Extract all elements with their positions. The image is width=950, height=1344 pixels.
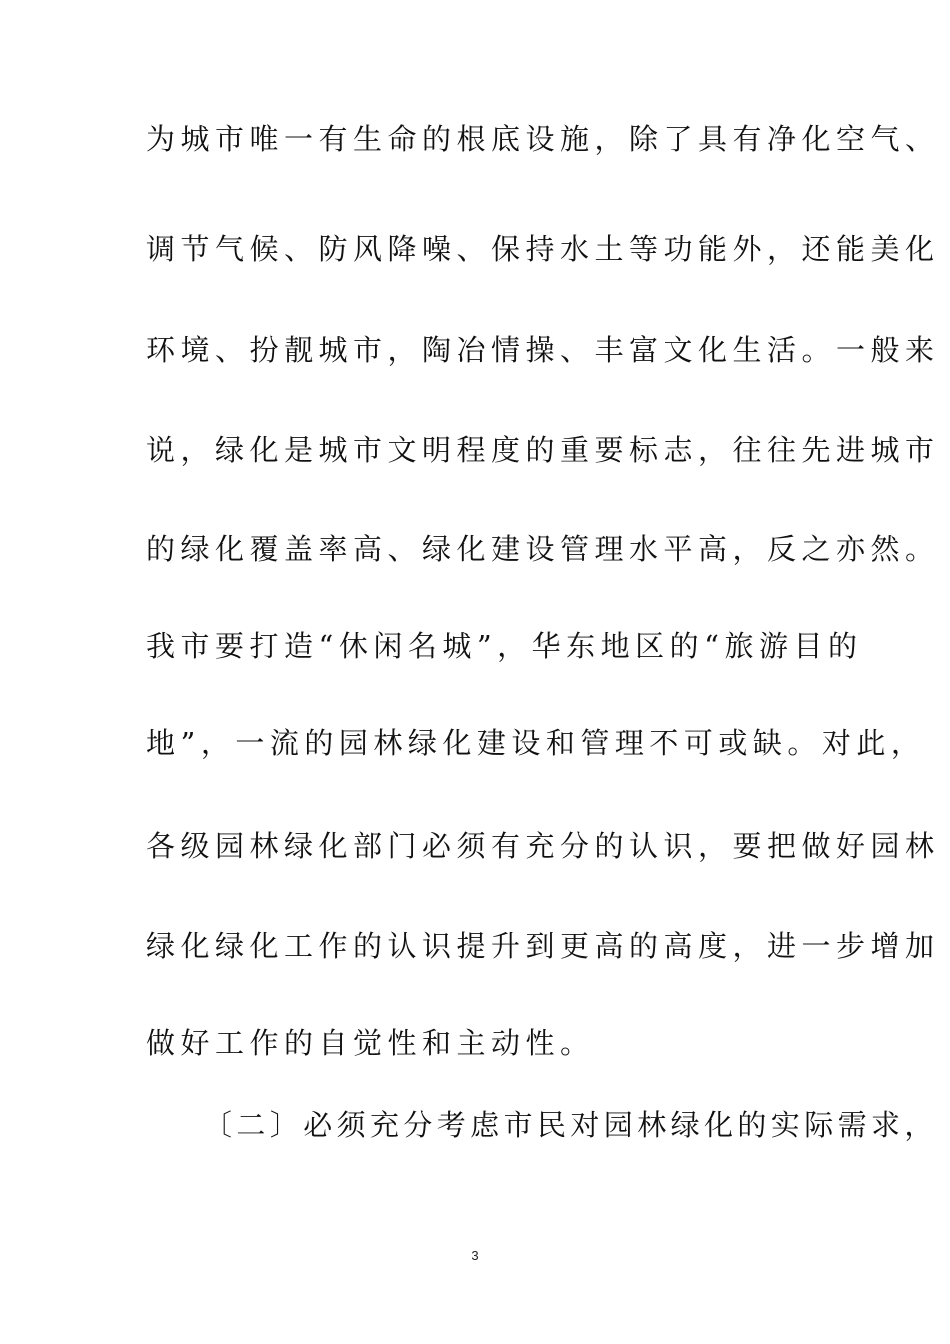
body-text-line-8: 各级园林绿化部门必须有充分的认识，要把做好园林 <box>146 829 940 863</box>
body-text-line-1: 为城市唯一有生命的根底设施，除了具有净化空气、 <box>146 122 940 156</box>
body-text-line-7: 地”，一流的园林绿化建设和管理不可或缺。对此， <box>146 726 926 760</box>
body-text-line-9: 绿化绿化工作的认识提升到更高的高度，进一步增加 <box>146 929 940 963</box>
body-text-line-3: 环境、扮靓城市，陶冶情操、丰富文化生活。一般来 <box>146 333 940 367</box>
body-text-line-6: 我市要打造“休闲名城”，华东地区的“旅游目的 <box>146 629 863 663</box>
body-text-line-10: 做好工作的自觉性和主动性。 <box>146 1026 595 1060</box>
body-text-line-2: 调节气候、防风降噪、保持水土等功能外，还能美化 <box>146 232 940 266</box>
section-heading-line: 〔二〕必须充分考虑市民对园林绿化的实际需求， <box>203 1108 938 1142</box>
body-text-line-5: 的绿化覆盖率高、绿化建设管理水平高，反之亦然。 <box>146 532 940 566</box>
page-number: 3 <box>471 1248 479 1263</box>
body-text-line-4: 说，绿化是城市文明程度的重要标志，往往先进城市 <box>146 433 940 467</box>
